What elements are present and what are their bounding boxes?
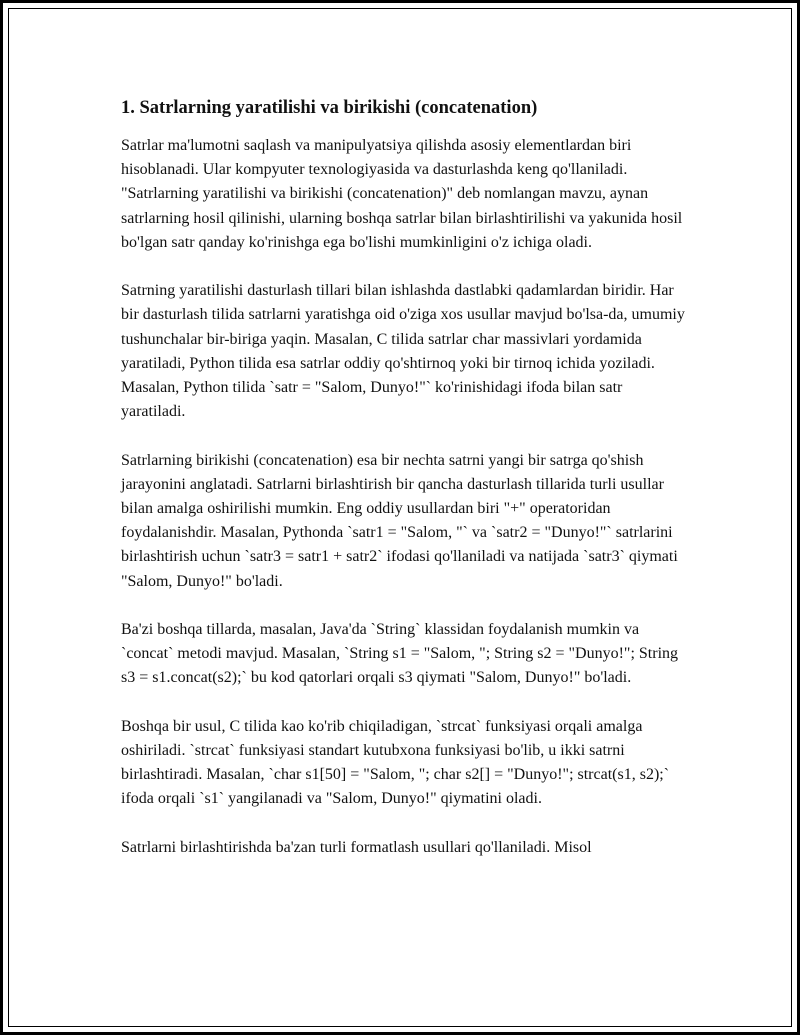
paragraph-concatenation: Satrlarning birikishi (concatenation) esa bir nechta satrni yangi bir satrga qo'shish jarayonini anglatadi. Satrlarni birlashtirish bir qancha dasturlash tillarida turli usullar bilan amalga oshirilishi mumkin. Eng oddiy usullardan biri "+" operatoridan foydalanishdir. Masalan, Pythonda `satr1 = "Salom, "` va `satr2 = "Dunyo!"` satrlarini birlashtirish uchun `satr3 = satr1 + satr2` ifodasi qo'llaniladi va natijada `satr3` qiymati "Salom, Dunyo!" bo'ladi. xyxy=(121,451,678,590)
paragraph-formatting: Satrlarni birlashtirishda ba'zan turli formatlash usullari qo'llaniladi. Misol xyxy=(121,838,592,856)
document-body xyxy=(121,95,686,884)
paragraph-java-concat: Ba'zi boshqa tillarda, masalan, Java'da `String` klassidan foydalanish mumkin va `concat` metodi mavjud. Masalan, `String s1 = "Salom, "; String s2 = "Dunyo!"; String s3 = s1.concat(s2);` bu kod qatorlari orqali s3 qiymati "Salom, Dunyo!" bo'ladi. xyxy=(121,621,679,687)
paragraph-c-strcat: Boshqa bir usul, C tilida kao ko'rib chiqiladigan, `strcat` funksiyasi orqali amalga oshiriladi. `strcat` funksiyasi standart kutubxona funksiyasi bo'lib, u ikki satrni birlashtiradi. Masalan, `char s1[50] = "Salom, "; char s2[] = "Dunyo!"; strcat(s1, s2);` ifoda orqali `s1` yangilanadi va "Salom, Dunyo!" qiymatini oladi. xyxy=(121,717,670,808)
paragraph-intro: Satrlar ma'lumotni saqlash va manipulyatsiya qilishda asosiy elementlardan biri hisoblanadi. Ular kompyuter texnologiyasida va dasturlashda keng qo'llaniladi. "Satrlarning yaratilishi va birikishi (concatenation)" deb nomlangan mavzu, aynan satrlarning hosil qilinishi, ularning boshqa satrlar bilan birlashtirilishi va yakunida hosil bo'lgan satr qanday ko'rinishga ega bo'lishi mumkinligini o'z ichiga oladi. xyxy=(121,137,683,251)
section-heading: 1. Satrlarning yaratilishi va birikishi (concatenation) xyxy=(121,98,538,118)
paragraph-string-creation: Satrning yaratilishi dasturlash tillari bilan ishlashda dastlabki qadamlardan biridir. Har bir dasturlash tilida satrlarni yaratishga oid o'ziga xos usullar mavjud bo'lsa-da, umumiy tushunchalar bir-biriga yaqin. Masalan, C tilida satrlar char massivlari yordamida yaratiladi, Python tilida esa satrlar oddiy qo'shtirnoq yoki bir tirnoq ichida yoziladi. Masalan, Python tilida `satr = "Salom, Dunyo!"` ko'rinishidagi ifoda bilan satr yaratiladi. xyxy=(121,282,685,421)
